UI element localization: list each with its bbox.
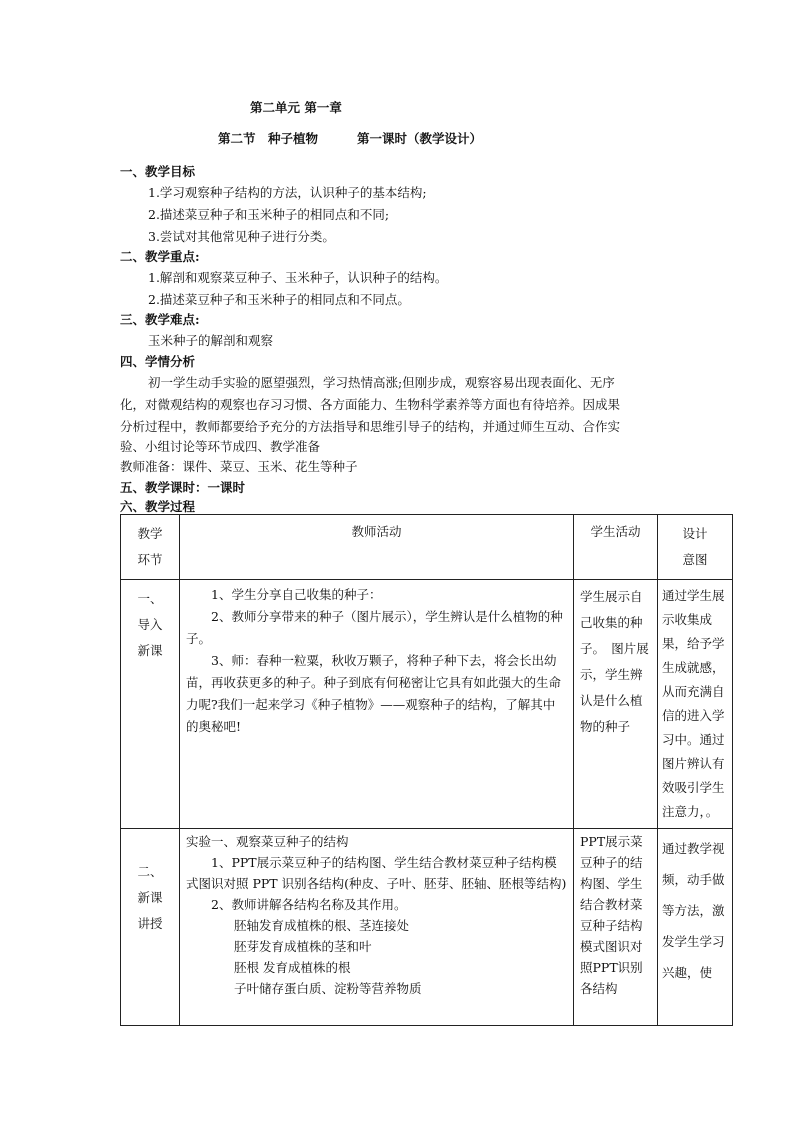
teacher-activity-line: 2、教师分享带来的种子（图片展示），学生辨认是什么植物的种子。 (186, 609, 563, 646)
teacher-activity-line: 1、学生分享自己收集的种子： (211, 587, 382, 602)
key-point-item: 1.解剖和观察菜豆种子、玉米种子，认识种子的结构。 (148, 270, 448, 285)
table-header-row (121, 515, 733, 580)
header-stage-line: 环节 (137, 552, 163, 567)
stage-line: 讲授 (137, 916, 163, 931)
difficulty-heading: 三、教学难点: (120, 312, 200, 327)
intent-text: 通过学生展示收集成果，给予学生成就感，从而充满自信的进入学习中。通过图片辨认有效吸引学生注意力，。 (662, 588, 725, 819)
header-intent-line: 设计 (682, 526, 708, 541)
analysis-line: 验、小组讨论等环节成四、教学准备 (120, 439, 321, 454)
teacher-activity-line: 1、PPT展示菜豆种子的结构图、学生结合教材菜豆种子结构模式图识对照 PPT 识别各结构(种皮、子叶、胚芽、胚轴、胚根等结构) (186, 855, 567, 891)
structure-item: 胚轴发育成植株的根、茎连接处 (234, 918, 410, 933)
intent-text: 通过教学视频，动手做等方法，激发学生学习兴趣，使 (662, 841, 725, 980)
objective-item: 3.尝试对其他常见种子进行分类。 (148, 229, 335, 244)
experiment-title: 实验一、观察菜豆种子的结构 (186, 834, 349, 849)
stage-cell (121, 829, 180, 1026)
table-row (121, 580, 733, 829)
header-intent (658, 515, 733, 580)
student-activity-cell (574, 829, 658, 1026)
process-table (120, 514, 733, 1026)
analysis-line: 化，对微观结构的观察也存习习惯、各方面能力、生物科学素养等方面也有待培养。因成果 (120, 397, 621, 412)
structure-item: 子叶储存蛋白质、淀粉等营养物质 (234, 981, 422, 996)
stage-line: 导入 (137, 617, 163, 632)
stage-line: 一、 (137, 591, 163, 606)
intent-cell (658, 829, 733, 1026)
header-stage (121, 515, 180, 580)
analysis-line: 分析过程中，教师都要给予充分的方法指导和思维引导子的结构，并通过师生互动、合作实 (120, 419, 621, 434)
header-teacher-label: 教师活动 (351, 524, 402, 539)
teacher-activity-cell (180, 829, 574, 1026)
header-student (574, 515, 658, 580)
student-activity-text: PPT展示菜豆种子的结构图、学生结合教材菜豆种子结构模式图识对照PPT识别各结构 (580, 834, 643, 996)
header-intent-line: 意图 (682, 552, 708, 567)
lesson-title: 第一课时（教学设计） (357, 131, 483, 146)
periods-line: 五、教学课时：一课时 (120, 480, 246, 495)
teacher-activity-cell (180, 580, 574, 829)
stage-line: 新课 (137, 643, 163, 658)
header-student-label: 学生活动 (590, 524, 641, 539)
structure-item: 胚芽发育成植株的茎和叶 (234, 939, 372, 954)
header-teacher (180, 515, 574, 580)
student-activity-text: 学生展示自己收集的种子。 图片展示，学生辨认是什么植物的种子 (580, 589, 649, 734)
process-heading: 六、教学过程 (120, 499, 196, 514)
table-row (121, 829, 733, 1026)
teacher-activity-line: 3、师：春种一粒粟，秋收万颗子，将种子种下去，将会长出幼苗，再收获更多的种子。种子到底有何秘密让它具有如此强大的生命力呢?我们一起来学习《种子植物》——观察种子的结构，了解其中的奥秘吧! (186, 653, 562, 734)
key-points-heading: 二、教学重点: (120, 249, 200, 264)
objective-item: 1.学习观察种子结构的方法，认识种子的基本结构; (148, 185, 427, 200)
key-point-item: 2.描述菜豆种子和玉米种子的相同点和不同点。 (148, 292, 410, 307)
student-activity-cell (574, 580, 658, 829)
difficulty-text: 玉米种子的解剖和观察 (148, 333, 274, 348)
preparation-line: 教师准备：课件、菜豆、玉米、花生等种子 (120, 459, 358, 474)
structure-item: 胚根 发育成植株的根 (234, 960, 351, 975)
section-title: 第二节 种子植物 (218, 131, 319, 146)
analysis-heading: 四、学情分析 (120, 354, 196, 369)
objectives-heading: 一、教学目标 (120, 164, 196, 179)
unit-title: 第二单元 第一章 (250, 100, 342, 115)
analysis-line: 初一学生动手实验的愿望强烈，学习热情高涨;但刚步成，观察容易出现表面化、无序 (148, 375, 615, 390)
teacher-activity-line: 2、教师讲解各结构名称及其作用。 (211, 897, 407, 912)
stage-line: 二、 (137, 864, 163, 879)
header-stage-line: 教学 (137, 526, 163, 541)
stage-line: 新课 (137, 890, 163, 905)
stage-cell (121, 580, 180, 829)
objective-item: 2.描述菜豆种子和玉米种子的相同点和不同; (148, 207, 390, 222)
intent-cell (658, 580, 733, 829)
